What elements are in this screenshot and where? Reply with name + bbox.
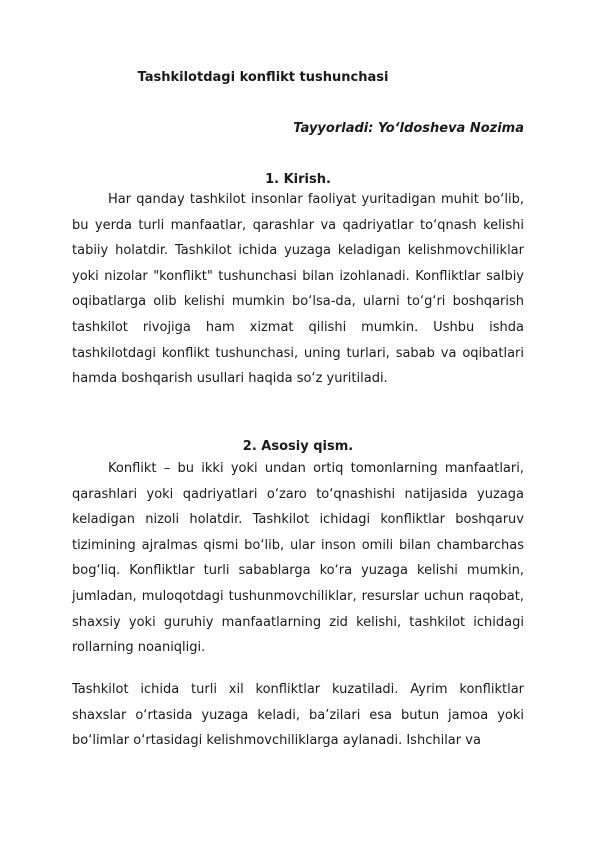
main-paragraph-2: Tashkilot ichida turli xil konfliktlar kuzatiladi. Ayrim konfliktlar shaxslar o‘rtasida yuzaga keladi, ba’zilari esa butun jamoa yoki bo‘limlar o‘rtasidagi kelishmovchiliklarga aylanadi. Ishchilar va	[72, 682, 524, 749]
document-title-text: Tashkilotdagi konflikt tushunchasi	[137, 70, 389, 85]
section-heading-introduction	[72, 172, 524, 188]
document-title	[72, 70, 524, 86]
author-line: Tayyorladi: Yo‘ldosheva Nozima	[293, 121, 524, 136]
introduction-paragraph: Har qanday tashkilot insonlar faoliyat yuritadigan muhit bo‘lib, bu yerda turli manfaatlar, qarashlar va qadriyatlar to‘qnash kelishi tabiiy holatdir. Tashkilot ichida yuzaga keladigan kelishmovchiliklar yoki nizolar "konflikt" tushunchasi bilan izohlanadi. Konfliktlar salbiy oqibatlarga olib kelishi mumkin bo‘lsa-da, ularni to‘g‘ri boshqarish tashkilot rivojiga ham xizmat qilishi mumkin. Ushbu ishda tashkilotdagi konflikt tushunchasi, uning turlari, sabab va oqibatlari hamda boshqarish usullari haqida so‘z yuritiladi.	[72, 192, 524, 387]
document-page	[72, 0, 524, 842]
section-heading-introduction-text: 1. Kirish.	[265, 172, 331, 187]
section-heading-main	[72, 439, 524, 455]
main-paragraph-1: Konflikt – bu ikki yoki undan ortiq tomonlarning manfaatlari, qarashlari yoki qadriyatlari o‘zaro to‘qnashishi natijasida yuzaga keladigan nizoli holatdir. Tashkilot ichidagi konfliktlar boshqaruv tizimining ajralmas qismi bo‘lib, ular inson omili bilan chambarchas bog‘liq. Konfliktlar turli sabablarga ko‘ra yuzaga kelishi mumkin, jumladan, muloqotdagi tushunmovchiliklar, resurslar uchun raqobat, shaxsiy yoki guruhiy manfaatlarning zid kelishi, tashkilot ichidagi rollarning noaniqligi.	[72, 461, 524, 656]
section-heading-main-text: 2. Asosiy qism.	[242, 439, 354, 454]
